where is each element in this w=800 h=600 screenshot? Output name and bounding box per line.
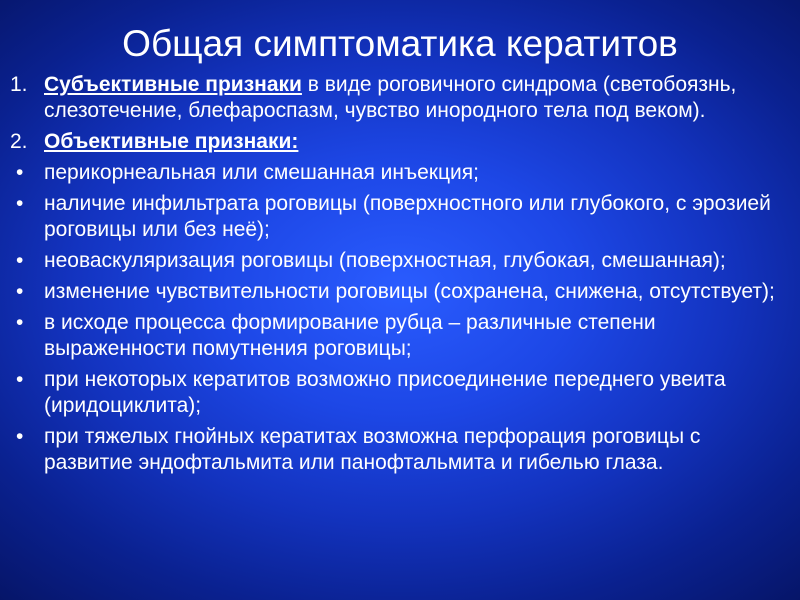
bullet-item <box>0 279 800 305</box>
bullet-item <box>0 248 800 274</box>
subjective-signs-text: в виде роговичного синдрома (светобоязнь, слезотечение, блефароспазм, чувство инородного тела под веком). <box>44 73 737 122</box>
bullet-item <box>0 424 800 476</box>
list-number: 2. <box>10 130 28 153</box>
bullet-text: наличие инфильтрата роговицы (поверхностного или глубокого, с эрозией роговицы или без неё); <box>44 192 771 241</box>
bullet-item <box>0 310 800 362</box>
numbered-item-objective <box>0 129 800 155</box>
bullet-icon: • <box>16 161 24 184</box>
bullet-item <box>0 191 800 243</box>
bullet-icon: • <box>16 311 24 334</box>
bullet-item <box>0 367 800 419</box>
bullet-text: перикорнеальная или смешанная инъекция; <box>44 161 479 184</box>
bullet-icon: • <box>16 280 24 303</box>
bullet-text: при тяжелых гнойных кератитах возможна перфорация роговицы с развитие эндофтальмита или панофтальмита и гибелью глаза. <box>44 425 701 474</box>
bullet-icon: • <box>16 192 24 215</box>
slide-content <box>0 72 800 481</box>
bullet-text: изменение чувствительности роговицы (сохранена, снижена, отсутствует); <box>44 280 775 303</box>
bullet-text: неоваскуляризация роговицы (поверхностная, глубокая, смешанная); <box>44 249 726 272</box>
subjective-signs-heading: Субъективные признаки <box>44 73 302 96</box>
numbered-item-subjective <box>0 72 800 124</box>
bullet-text: при некоторых кератитов возможно присоединение переднего увеита (иридоциклита); <box>44 368 726 417</box>
objective-signs-heading: Объективные признаки: <box>44 130 299 153</box>
bullet-icon: • <box>16 368 24 391</box>
bullet-item <box>0 160 800 186</box>
bullet-icon: • <box>16 425 24 448</box>
list-number: 1. <box>10 73 28 96</box>
bullet-text: в исходе процесса формирование рубца – различные степени выраженности помутнения роговицы; <box>44 311 656 360</box>
bullet-icon: • <box>16 249 24 272</box>
slide-title: Общая симптоматика кератитов <box>122 23 678 64</box>
